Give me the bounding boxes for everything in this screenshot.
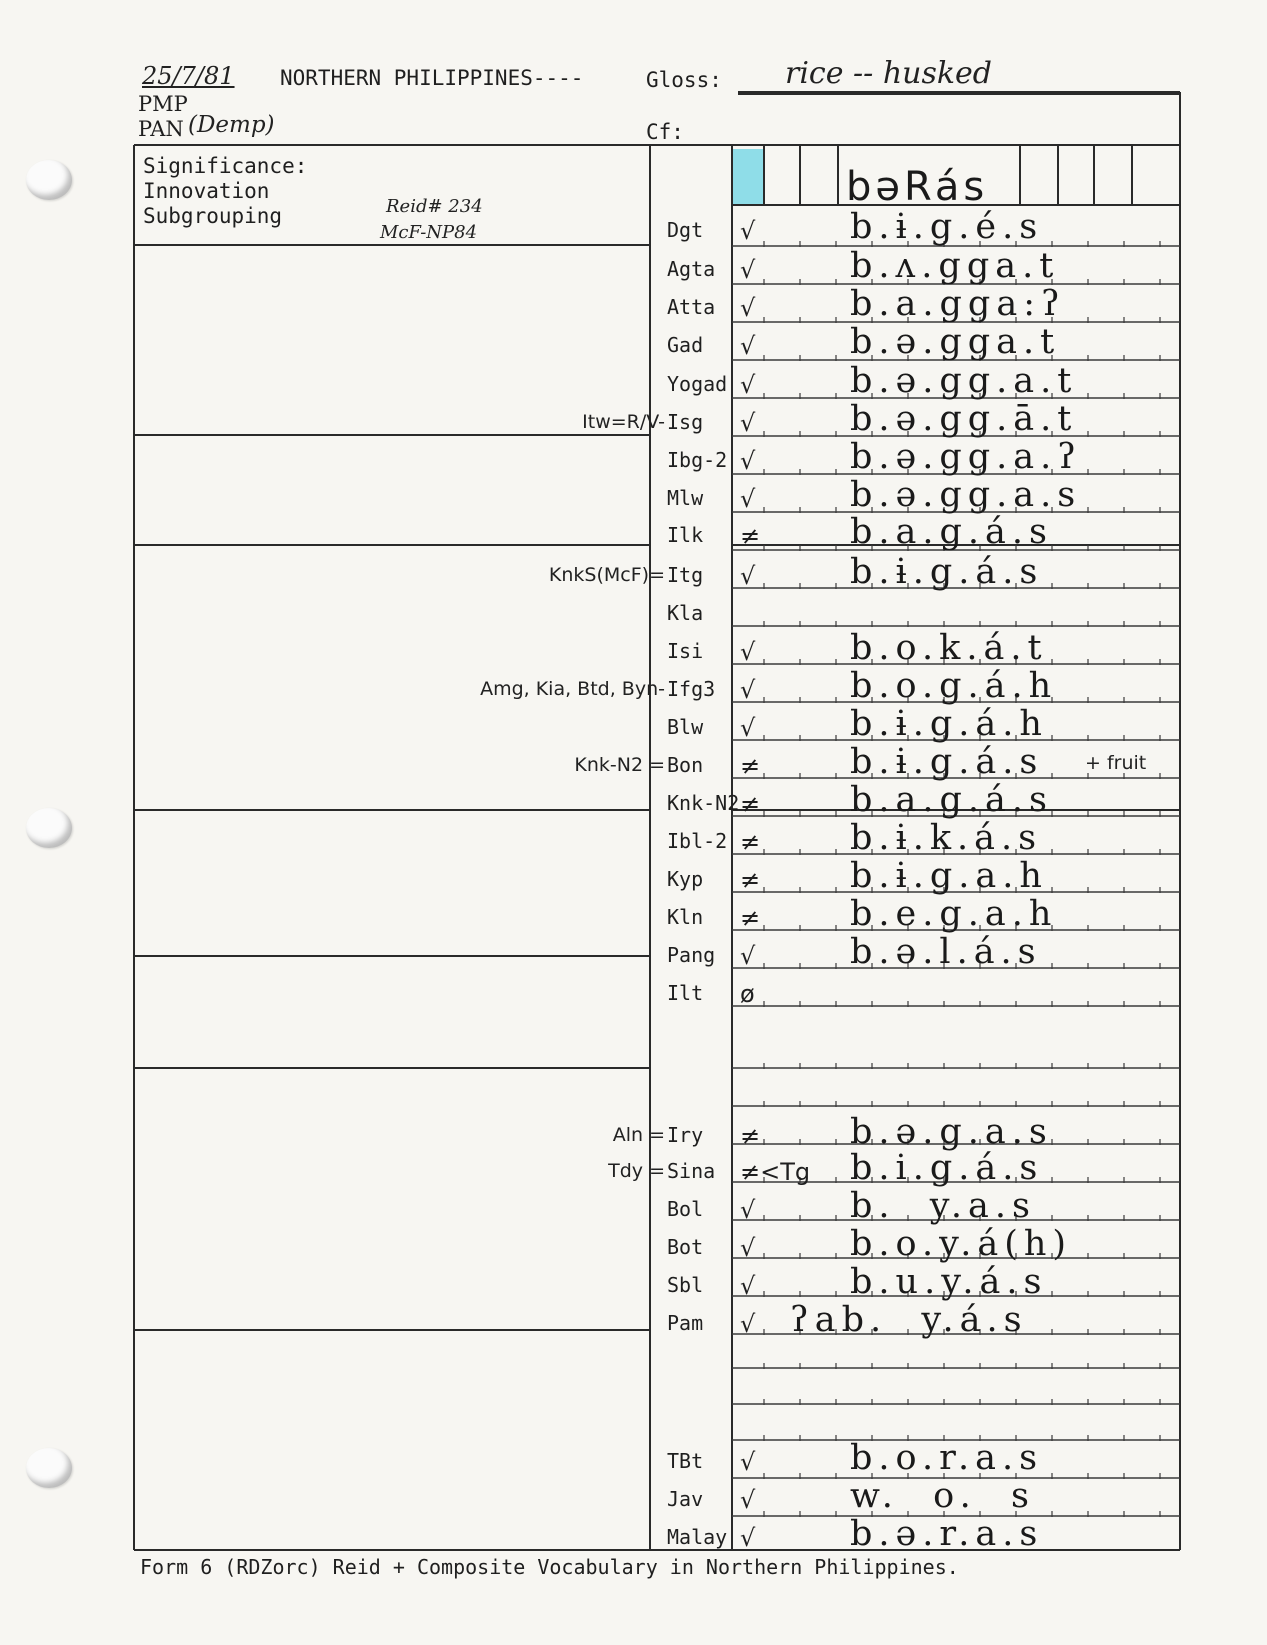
reflex-form: b.ə.l.á.s [850,932,1042,972]
language-code: Iry [667,1123,704,1147]
language-equivalence-note: Itw=R/V- [582,411,665,433]
cognate-mark: ≠<Tg [740,1158,811,1186]
gloss-note: + fruit [1085,752,1147,774]
language-code: Kla [667,601,704,625]
cognate-mark: √ [740,1234,756,1262]
language-equivalence-note: Amg, Kia, Btd, Byn- [480,678,665,700]
cognate-mark: ≠ [740,790,761,818]
language-code: Dgt [667,218,704,242]
language-equivalence-note: Tdy = [608,1160,665,1182]
reflex-form: b.ə.g.a.s [850,1112,1053,1152]
form-footer: Form 6 (RDZorc) Reid + Composite Vocabulary in Northern Philippines. [140,1555,959,1579]
reflex-form: b.u.y.á.s [850,1262,1048,1302]
language-code: Yogad [667,372,728,396]
language-code: Agta [667,257,716,281]
gloss-value: rice -- husked [785,56,993,91]
reflex-form: b.ə.gg.a.s [850,475,1082,515]
language-code: Blw [667,715,704,739]
reflex-form: b.o.g.á.h [850,666,1058,706]
reflex-form: b.ɨ.g.a.h [850,856,1048,896]
reflex-form: b.ɨ.g.á.h [850,704,1048,744]
reflex-form: w. o. s [850,1476,1035,1516]
language-code: Kyp [667,867,704,891]
reflex-form: b.o.y.á(h) [850,1224,1073,1264]
cognate-mark: √ [740,1196,756,1224]
reflex-form: b.ɨ.g.á.s [850,552,1044,592]
cognate-mark: √ [740,217,756,245]
innovation-label: Innovation [143,179,270,203]
language-code: Atta [667,295,716,319]
reflex-form: b.ə.gg.a.t [850,361,1078,401]
language-code: Sina [667,1159,716,1183]
region-title: NORTHERN PHILIPPINES---- [280,66,584,90]
pan-label: PAN [138,117,184,141]
language-code: Malay [667,1525,728,1549]
reflex-form: b.a.g.á.s [850,512,1054,552]
reflex-form: b.ɨ.g.é.s [850,207,1044,247]
language-equivalence-note: Knk-N2 = [574,754,665,776]
reflex-form: b.ə.gg.a.ʔ [850,437,1083,477]
cognate-mark: √ [740,409,756,437]
language-equivalence-note: KnkS(McF)= [548,564,665,586]
cognate-mark: √ [740,1486,756,1514]
language-code: Ibl-2 [667,829,728,853]
cognate-mark: √ [740,447,756,475]
reflex-form: b.a.gga:ʔ [850,284,1066,324]
language-code: Ilk [667,523,704,547]
reference-mcf: McF-NP84 [380,222,478,243]
language-code: Ibg-2 [667,448,728,472]
cognate-mark: √ [740,1272,756,1300]
significance-title: Significance: [143,154,308,178]
cognate-mark: ≠ [740,752,761,780]
cognate-mark: √ [740,1310,756,1338]
reflex-form: b.o.r.a.s [850,1438,1044,1478]
reconstruction-form: bəRás [846,164,989,210]
cognate-mark: ≠ [740,522,761,550]
language-code: Bot [667,1235,704,1259]
reflex-form: b.ɨ.k.á.s [850,818,1043,858]
reflex-form: b.ə.gg.ā.t [850,399,1078,439]
language-code: TBt [667,1449,704,1473]
cognate-mark: √ [740,332,756,360]
language-code: Pang [667,943,716,967]
cognate-mark: ≠ [740,828,761,856]
reflex-form: b.o.k.á.t [850,628,1048,668]
reflex-form: b. y.a.s [850,1186,1036,1226]
cognate-mark: √ [740,256,756,284]
cognate-mark: √ [740,676,756,704]
subgrouping-label: Subgrouping [143,204,283,228]
cognate-mark: √ [740,562,756,590]
language-code: Mlw [667,486,704,510]
cognate-mark: ≠ [740,866,761,894]
cognate-mark: √ [740,1448,756,1476]
language-code: Itg [667,563,704,587]
cognate-mark: √ [740,371,756,399]
language-code: Knk-N2 [667,791,740,815]
reflex-form: b.ə.r.a.s [850,1514,1044,1554]
reflex-form: b.e.g.a.h [850,894,1058,934]
cf-label: Cf: [646,120,684,144]
reference-reid: Reid# 234 [386,196,483,217]
language-code: Ilt [667,981,704,1005]
language-code: Jav [667,1487,704,1511]
language-code: Bon [667,753,704,777]
reflex-form: b.ɨ.g.á.s [850,742,1044,782]
form-date: 25/7/81 [142,62,235,90]
cognate-mark: √ [740,485,756,513]
cognate-mark: ≠ [740,904,761,932]
language-code: Gad [667,333,704,357]
language-code: Kln [667,905,704,929]
cognate-mark: √ [740,942,756,970]
cognate-mark: √ [740,714,756,742]
pan-note: (Demp) [188,112,275,138]
language-equivalence-note: Aln = [612,1124,665,1146]
reflex-form: b.ʌ.gga.t [850,246,1060,286]
pmp-label: PMP [138,92,188,116]
gloss-label: Gloss: [646,68,722,92]
reflex-form: b.ə.gga.t [850,322,1061,362]
cognate-mark: √ [740,1524,756,1552]
reflex-form: b.a.g.á.s [850,780,1054,820]
language-code: Sbl [667,1273,704,1297]
cognate-mark: √ [740,638,756,666]
language-code: Pam [667,1311,704,1335]
cognate-mark: ≠ [740,1122,761,1150]
language-code: Isg [667,410,704,434]
language-code: Ifg3 [667,677,716,701]
cognate-mark: √ [740,294,756,322]
language-code: Isi [667,639,704,663]
reflex-form: ʔab. y.á.s [790,1300,1028,1340]
reflex-form: b.i.g.á.s [850,1148,1044,1188]
language-code: Bol [667,1197,704,1221]
cognate-mark: ø [740,980,755,1008]
